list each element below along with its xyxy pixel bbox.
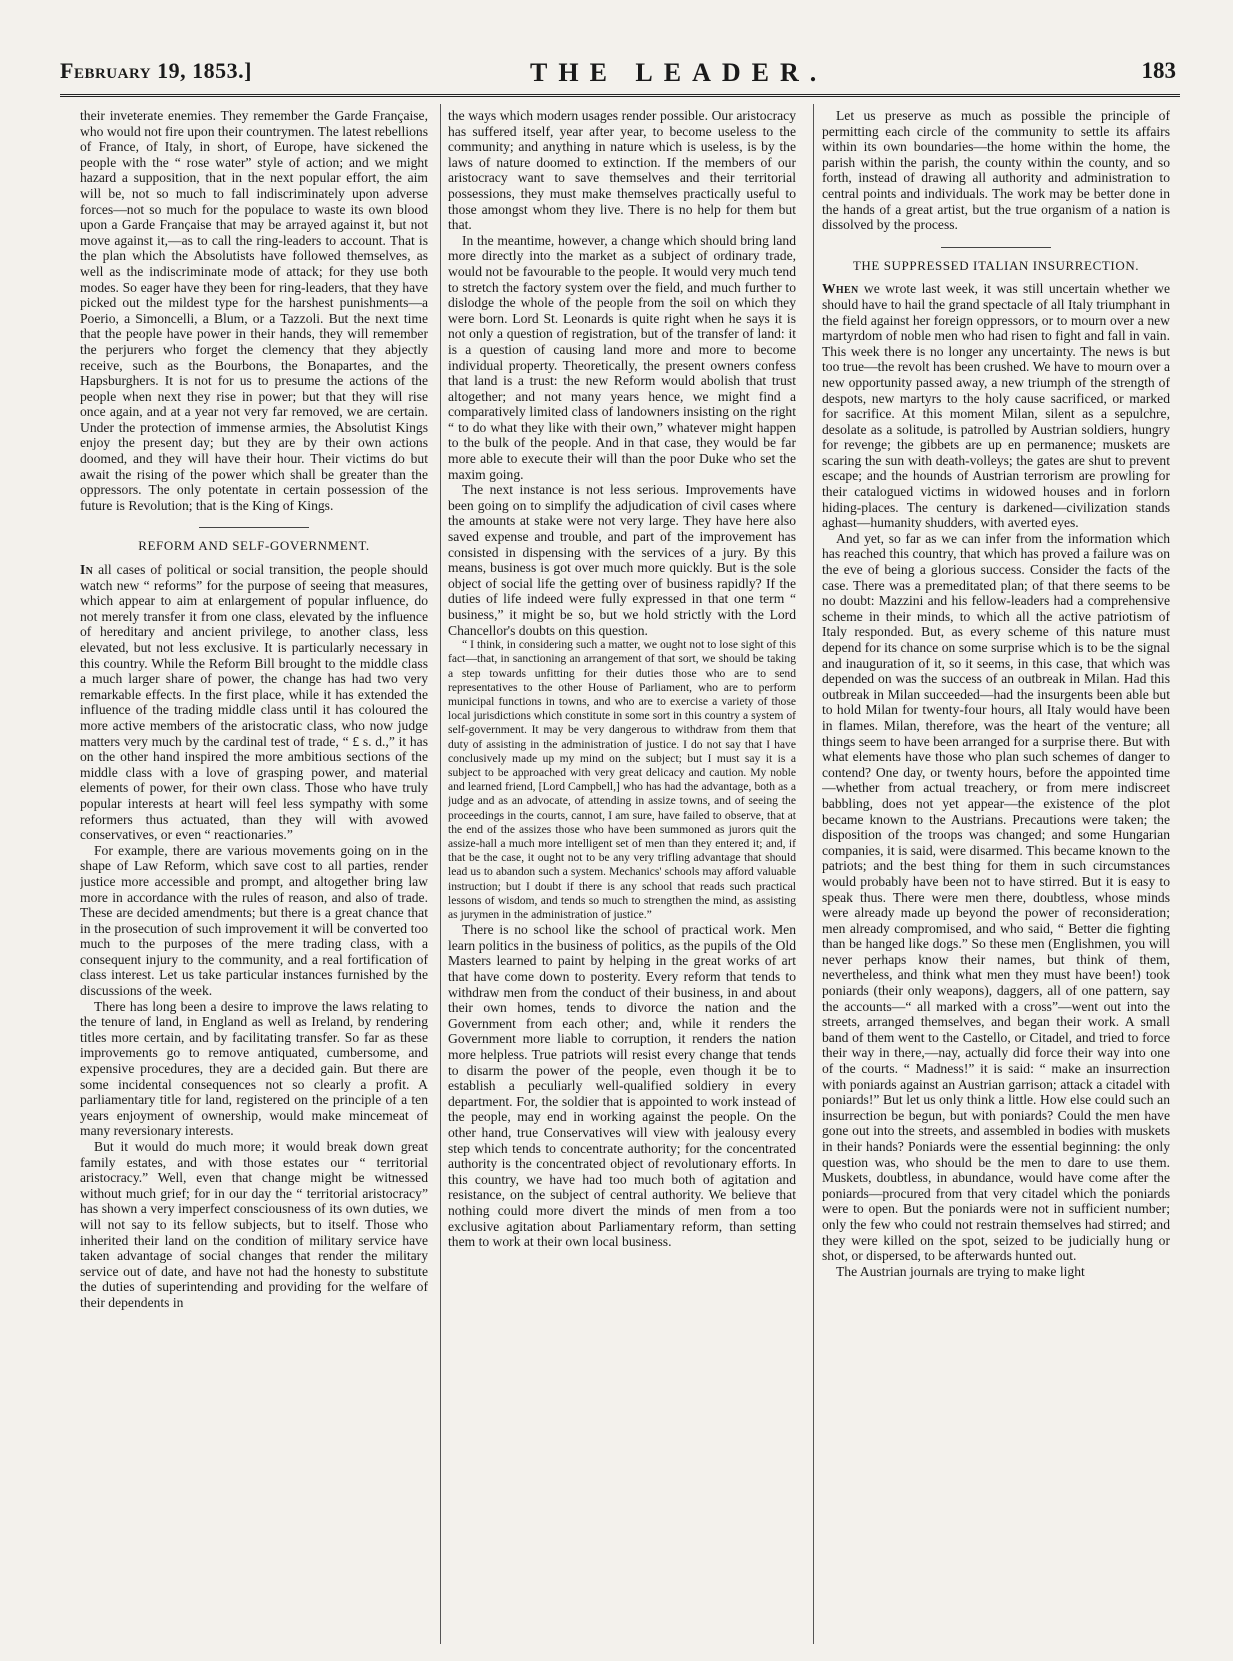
lead-word: In	[80, 562, 94, 578]
article-heading-italian: THE SUPPRESSED ITALIAN INSURRECTION.	[852, 257, 1140, 273]
article-paragraph-lead	[822, 281, 1170, 531]
column-rule-1	[440, 104, 441, 1644]
column-rule-2	[813, 104, 814, 1644]
section-divider	[199, 527, 309, 528]
article-paragraph: The Austrian journals are trying to make light	[836, 1263, 1085, 1279]
newspaper-title: THE LEADER.	[530, 58, 828, 87]
lead-word: When	[822, 281, 859, 297]
article-paragraph: And yet, so far as we can infer from the information which has reached this country, that which has proved a failure was on the eve of being a glorious success. Consider the facts of the case. There was a premeditated plan; of that there seems to be no doubt: Mazzini and his fellow-leaders had a comprehensive scheme in their minds, to which all the active patriotism of Italy responded. But, as every scheme of this nature must depend for its chance on some surprise which is to be the signal and inauguration of it, so it seems, in this case, that which was depended on was the success of an outbreak in Milan. Had this outbreak in Milan succeeded—had the insurgents been able but to hold Milan for twenty-four hours, all Italy would have been in flames. Milan, therefore, was the heart of the venture; all things seem to have been arranged for a surprise there. But with what elements have those who plan such schemes of danger to contend? One day, or twenty hours, before the appointed time—whether from actual treachery, or from mere indiscreet babbling, does not yet appear—the existence of the plot became known to the Austrians. Precautions were taken; the disposition of the troops was changed; and some Hungarian companies, it is said, were disarmed. This became known to the patriots; and the best thing for them in such circumstances would probably have been not to have stirred. But it is easy to speak thus. There were men there, doubtless, whose minds were already made up beyond the power of reconsideration; men already compromised, and who said, “ Better die fighting than be hanged like dogs.” So these men (Englishmen, you will never perhaps know their names, but think of them, nevertheless, and think what men they must have been!) took poniards (their only weapons), daggers, all of one pattern, say the accounts—“ all marked with a cross”—went out into the streets, arranged themselves, and began their work. A small band of them went to the Castello, or Citadel, and tried to force their way in there,—nay, actually did force their way into one of the courts. “ Madness!” it is said: “ make an insurrection with poniards against an Austrian garrison; attack a citadel with poniards!” But let us only think a little. How else could such an insurrection be begun, but with poniards? Could the men have gone out into the streets, and assembled in bodies with muskets in their hands? Poniards were the essential beginning: the only question was, who should be the men to dare to use them. Muskets, doubtless, in abundance, would have come after the poniards—procured from that very citadel which the poniards were to open. But the poniards were not in sufficient number; only the few who could not restrain themselves had stirred; and they were killed on the spot, seized to be judicially hung or shot, or dispersed, to be afterwards hunted out.	[822, 530, 1170, 1264]
column-1	[80, 108, 428, 1638]
article-paragraph-lead	[80, 562, 428, 843]
column-2	[448, 108, 796, 1638]
masthead	[60, 54, 1180, 97]
section-divider	[941, 247, 1051, 248]
quote-text: “ I think, in considering such a matter, we ought not to lose sight of this fact—that, in sanctioning an arrangement of that sort, we should be taking a step towards unfitting for their duties those who are to send representatives to the other House of Parliament, who are to perform municipal functions in towns, and who are to exercise a variety of those local jurisdictions which constitute in some sort in this country a system of self-government. It may be very dangerous to withdraw from them that duty of assisting in the administration of justice. I do not say that I have conclusively made up my mind on the subject; but I must say it is a subject to be approached with very great delicacy and caution. My noble and learned friend, [Lord Campbell,] who has had the advantage, both as a judge and as an advocate, of attending in assize towns, and of seeing the proceedings in the courts, cannot, I am sure, have failed to observe, that at the end of the assizes those who have been summoned as jurors quit the assize-hall a much more intelligent set of men than they entered it; and, if that be the case, it ought not to be any very trifling advantage that should lead us to abandon such a system. Mechanics' schools may afford valuable instruction; but I doubt if there is any school that reads such practical lessons of wisdom, and tends so much to strengthen the mind, as assisting as jurymen in the administration of justice.”	[448, 638, 796, 922]
article-paragraph: But it would do much more; it would break down great family estates, and with those estates our “ territorial aristocracy.” Well, even that change might be witnessed without much grief; for in our day the “ territorial aristocracy” has shown a very imperfect consciousness of its own duties, we will not say to its fellow subjects, but to itself. Those who inherited their land on the condition of military service have taken advantage of social changes that render the military service out of date, and have not had the honesty to substitute the duties of superintending and providing for the welfare of their dependents in	[80, 1139, 428, 1310]
article-heading-reform: REFORM AND SELF-GOVERNMENT.	[138, 538, 370, 554]
article-paragraph: their inveterate enemies. They remember the Garde Française, who would not fire upon their countrymen. The latest rebellions of France, of Italy, in short, of Europe, have sickened the people with the “ rose water” style of action; and we might hazard a supposition, that in the next popular effort, the aim will be, not so much to fall indiscriminately upon adverse forces—not so much for the populace to waste its own blood upon a Garde Française that may be arrayed against it, but not move against it,—as to call the ring-leaders to account. That is the plan which the Absolutists have followed themselves, as well as the indiscriminate mode of attack; for they use both modes. So eager have they been for ring-leaders, that they have picked out the mildest type for the harshest punishments—a Poerio, a Simoncelli, a Blum, or a Tazzoli. But the next time that the people have power in their hands, they will remember the perjurers who forget the clemency that they abjectly receive, such as the Bourbons, the Bonapartes, and the Hapsburghers. It is not for us to presume the actions of the people when next they rise in power; but that they will rise once again, and at a year not very far removed, we are certain. Under the protection of immense armies, the Absolutist Kings enjoy the present day; but they are by their own actions doomed, and they will have their hour. Their victims do but await the rising of the power which shall be greater than the oppressors. The only potentate in certain possession of the future is Revolution; that is the King of Kings.	[80, 108, 428, 513]
article-paragraph: In the meantime, however, a change which should bring land more directly into the market as a subject of ordinary trade, would not be favourable to the people. It would very much tend to stretch the factory system over the field, and much further to dislodge the whole of the people from the soil on which they were born. Lord St. Leonards is quite right when he says it is not only a question of registration, but of the transfer of land: it is a question of causing land more and more to become individual property. Theoretically, the present owners confess that land is a trust: the new Reform would abolish that trust altogether; and not many years hence, we might find a comparatively limited class of landowners insisting on the right “ to do what they like with their own,” whatever might happen to the bulk of the people. And in that case, they would be far more able to execute their will than the poor Duke who set the maxim going.	[448, 232, 796, 482]
lead-text: all cases of political or social transition, the people should watch new “ reforms” for the purpose of seeing that measures, which appear to aim at enlargement of popular influence, do not merely transfer it from one class, elevated by the influence of hereditary and ancient privilege, to another class, less elevated, but not less exclusive. It is particularly necessary in this country. While the Reform Bill brought to the middle class a much larger share of power, the change has had two very remarkable effects. In the first place, while it has extended the influence of the trading middle class until it has coloured the more active members of the aristocratic class, who now judge matters very much by the cardinal test of trade, “ £ s. d.,” it has on the other hand inspired the more ambitious sections of the middle class with a love of grasping power, and material elements of power, for their own class. Those who have truly popular interests at heart will feel less sympathy with some reformers thus actuated, than they will with avowed conservatives, or even “ reactionaries.”	[80, 562, 428, 843]
article-paragraph: For example, there are various movements going on in the shape of Law Reform, which save cost to all parties, render justice more accessible and prompt, and altogether bring law more in accordance with the rules of reason, and also of trade. These are decided amendments; but there is a great chance that in the prosecution of such improvement it will be converted too much to the purposes of the mere trading class, with a consequent injury to the community, and a real fortification of class interest. Let us take particular instances furnished by the discussions of the week.	[80, 842, 428, 999]
lead-text: we wrote last week, it was still uncertain whether we should have to hail the grand spectacle of all Italy triumphant in the field against her foreign oppressors, or to mourn over a new martyrdom of noble men who had risen to fight and fall in vain. This week there is no longer any uncertainty. The news is but too true—the revolt has been crushed. We have to mourn over a new opportunity passed away, a new triumph of the strength of despots, new martyrs to the holy cause sacrificed, or marked for sacrifice. At this moment Milan, silent as a sepulchre, desolate as a solitude, is patrolled by Austrian soldiers, hungry for revenge; the gibbets are up en permanence; muskets are scaring the sun with death-volleys; the gates are shut to prevent escape; and the hounds of Austrian terrorism are prowling for their catalogued victims in widowed houses and in forlorn hiding-places. The century is darkened—civilization stands aghast—humanity shudders, with averted eyes.	[822, 281, 1170, 531]
issue-date: February 19, 1853.]	[60, 58, 252, 83]
block-quote	[448, 638, 796, 922]
article-paragraph: There is no school like the school of practical work. Men learn politics in the business of politics, as the pupils of the Old Masters learned to paint by helping in the great works of art that have come down to posterity. Every reform that tends to withdraw men from the conduct of their business, in and about their own homes, tends to divorce the nation and the Government from each other; and, while it renders the Government more liable to corruption, it renders the nation more helpless. True patriots will resist every change that tends to disarm the power of the people, even though it be to establish a peculiarly well-qualified soldiery in every department. For, the soldier that is appointed to work instead of the people, may end in working against the people. On the other hand, true Conservatives will view with jealousy every step which tends to concentrate authority; for the concentrated authority is the concentrated object of revolutionary efforts. In this country, we have had too much both of agitation and resistance, on the subject of central authority. We believe that nothing could more divert the minds of men from a too exclusive agitation about Parliamentary reform, than setting them to work at their own local business.	[448, 922, 796, 1250]
column-3	[822, 108, 1170, 1638]
article-paragraph: the ways which modern usages render possible. Our aristocracy has suffered itself, year after year, to become useless to the community; and anything in nature which is useless, is by the laws of nature doomed to extinction. If the members of our aristocracy want to save themselves and their territorial possessions, they must make themselves practically useful to those amongst whom they live. There is no help for them but that.	[448, 108, 796, 233]
article-paragraph: There has long been a desire to improve the laws relating to the tenure of land, in England as well as Ireland, by rendering titles more certain, and by facilitating transfer. So far as these improvements go to remove antiquated, cumbersome, and expensive procedures, they are a decided gain. But there are some incidental consequences not so clearly a profit. A parliamentary title for land, registered on the principle of a ten years enjoyment of ownership, would make mincemeat of many reversionary interests.	[80, 998, 428, 1139]
article-paragraph: The next instance is not less serious. Improvements have been going on to simplify the adjudication of civil cases where the amounts at stake were not very large. They have here also saved expense and trouble, and part of the improvement has consisted in dispensing with the services of a jury. By this means, business is got over much more quickly. But is the sole object of social life the getting over of business rapidly? If the duties of life indeed were fully expressed in that one term “ business,” it might be so, but we hold strictly with the Lord Chancellor's doubts on this question.	[448, 482, 796, 638]
page-number: 183	[1141, 58, 1176, 83]
article-paragraph: Let us preserve as much as possible the principle of permitting each circle of the community to settle its affairs within its own boundaries—the home within the home, the parish within the parish, the county within the county, and so forth, instead of drawing all authority and administration to central points and individuals. The work may be better done in the hands of a great artist, but the true organism of a nation is dissolved by the process.	[822, 108, 1170, 233]
